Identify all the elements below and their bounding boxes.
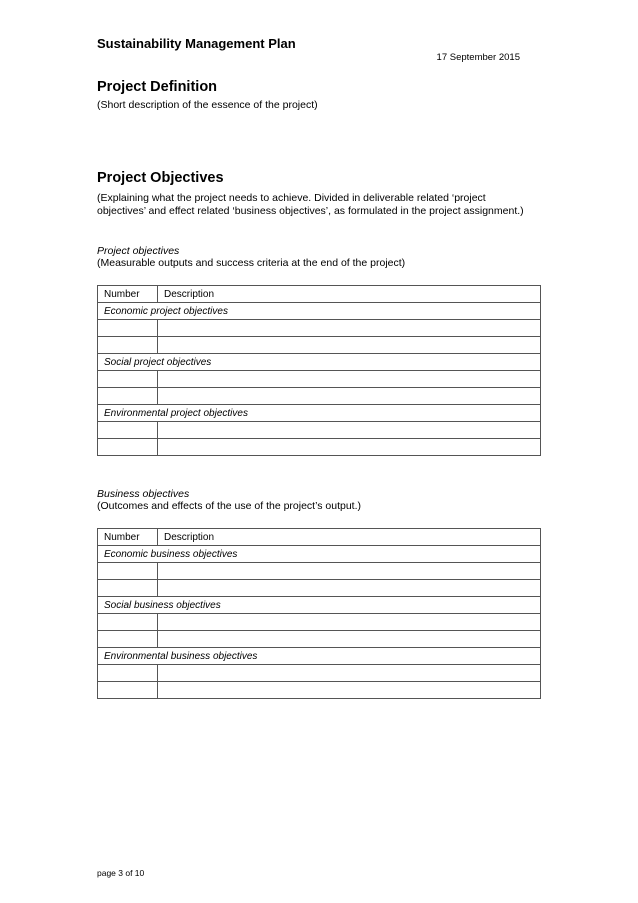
description-cell[interactable] — [158, 682, 541, 699]
number-cell[interactable] — [98, 665, 158, 682]
number-cell[interactable] — [98, 580, 158, 597]
table-row[interactable] — [98, 371, 541, 388]
document-title: Sustainability Management Plan — [97, 36, 296, 51]
business-objectives-subheading: Business objectives — [97, 488, 190, 500]
description-column-header: Description — [158, 286, 541, 303]
project-objectives-table — [97, 285, 541, 456]
business-objectives-table — [97, 528, 541, 699]
project-objectives-heading: Project Objectives — [97, 170, 224, 186]
number-cell[interactable] — [98, 682, 158, 699]
description-cell[interactable] — [158, 580, 541, 597]
description-cell[interactable] — [158, 371, 541, 388]
environmental-project-objectives-label: Environmental project objectives — [98, 405, 541, 422]
social-project-objectives-label: Social project objectives — [98, 354, 541, 371]
economic-business-objectives-label: Economic business objectives — [98, 546, 541, 563]
number-cell[interactable] — [98, 631, 158, 648]
table-row[interactable] — [98, 682, 541, 699]
number-cell[interactable] — [98, 371, 158, 388]
project-objectives-subheading: Project objectives — [97, 245, 180, 257]
environmental-business-objectives-label: Environmental business objectives — [98, 648, 541, 665]
number-cell[interactable] — [98, 320, 158, 337]
description-cell[interactable] — [158, 320, 541, 337]
table-row[interactable] — [98, 337, 541, 354]
description-cell[interactable] — [158, 388, 541, 405]
description-cell[interactable] — [158, 631, 541, 648]
project-objectives-subdescription: (Measurable outputs and success criteria at the end of the project) — [97, 257, 406, 269]
project-definition-description: (Short description of the essence of the project) — [97, 99, 318, 111]
project-objectives-description: (Explaining what the project needs to achieve. Divided in deliverable related ‘project objectives’ and effect related ‘business objectives’, as formulated in the project assignment.) — [97, 192, 524, 217]
description-cell[interactable] — [158, 337, 541, 354]
category-row — [98, 648, 541, 665]
number-cell[interactable] — [98, 388, 158, 405]
category-row — [98, 546, 541, 563]
category-row — [98, 303, 541, 320]
business-objectives-subdescription: (Outcomes and effects of the use of the project’s output.) — [97, 500, 362, 512]
table-row[interactable] — [98, 320, 541, 337]
page-number: page 3 of 10 — [97, 868, 145, 878]
table-row[interactable] — [98, 563, 541, 580]
table-row[interactable] — [98, 614, 541, 631]
number-cell[interactable] — [98, 614, 158, 631]
table-header-row — [98, 529, 541, 546]
table-row[interactable] — [98, 665, 541, 682]
number-column-header: Number — [98, 529, 158, 546]
number-column-header: Number — [98, 286, 158, 303]
table-row[interactable] — [98, 422, 541, 439]
number-cell[interactable] — [98, 337, 158, 354]
number-cell[interactable] — [98, 563, 158, 580]
document-date: 17 September 2015 — [436, 52, 520, 63]
description-cell[interactable] — [158, 614, 541, 631]
category-row — [98, 405, 541, 422]
table-header-row — [98, 286, 541, 303]
table-row[interactable] — [98, 580, 541, 597]
description-column-header: Description — [158, 529, 541, 546]
description-cell[interactable] — [158, 439, 541, 456]
economic-project-objectives-label: Economic project objectives — [98, 303, 541, 320]
category-row — [98, 354, 541, 371]
description-cell[interactable] — [158, 422, 541, 439]
number-cell[interactable] — [98, 422, 158, 439]
description-cell[interactable] — [158, 563, 541, 580]
table-row[interactable] — [98, 631, 541, 648]
table-row[interactable] — [98, 439, 541, 456]
number-cell[interactable] — [98, 439, 158, 456]
description-cell[interactable] — [158, 665, 541, 682]
table-row[interactable] — [98, 388, 541, 405]
social-business-objectives-label: Social business objectives — [98, 597, 541, 614]
project-definition-heading: Project Definition — [97, 79, 218, 95]
category-row — [98, 597, 541, 614]
